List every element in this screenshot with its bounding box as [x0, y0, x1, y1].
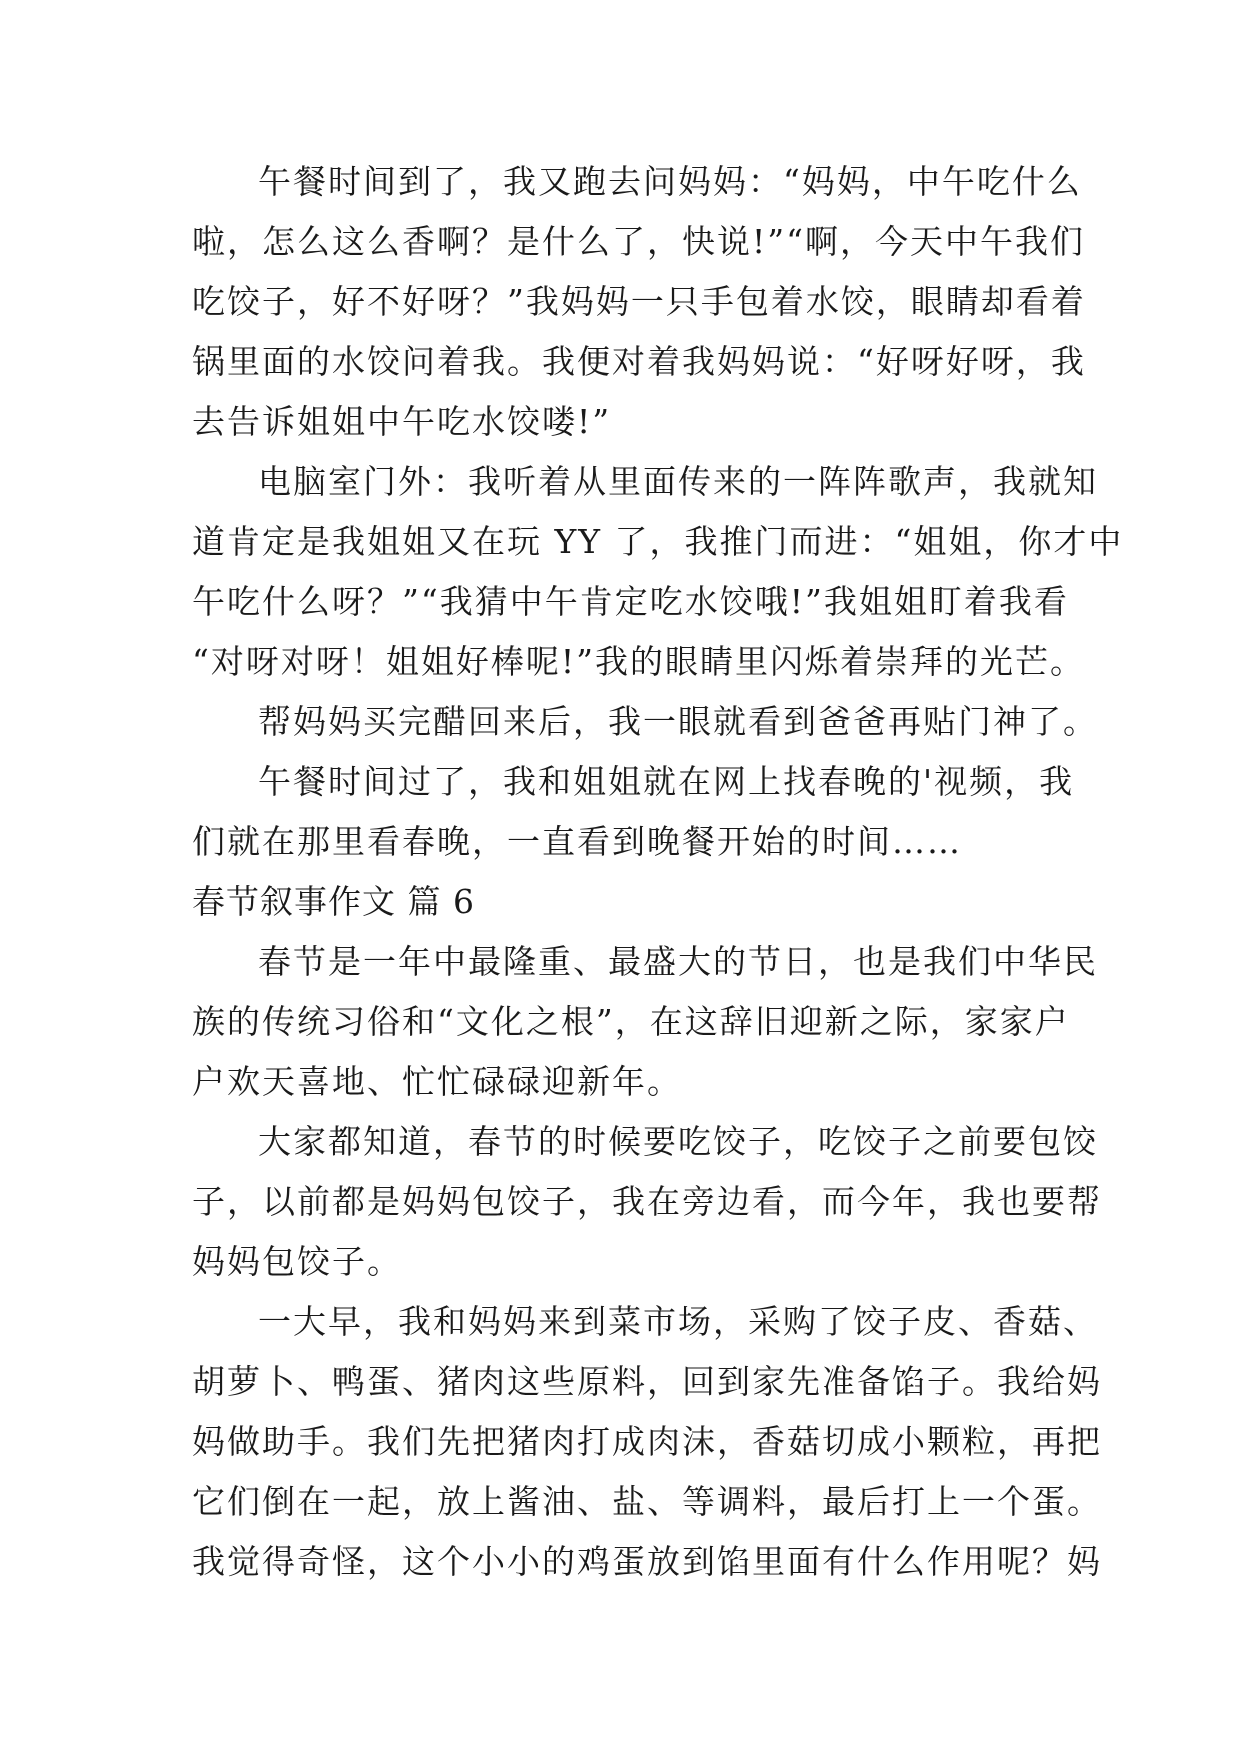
document-page — [192, 152, 1124, 1592]
text-line: 子，以前都是妈妈包饺子，我在旁边看，而今年，我也要帮 — [192, 1182, 1102, 1221]
text-line: 胡萝卜、鸭蛋、猪肉这些原料，回到家先准备馅子。我给妈 — [192, 1362, 1102, 1401]
section-heading: 春节叙事作文 篇 6 — [192, 882, 475, 921]
text-line: 春节是一年中最隆重、最盛大的节日，也是我们中华民 — [258, 942, 1098, 981]
text-line: 妈妈包饺子。 — [192, 1242, 402, 1281]
text-line: 帮妈妈买完醋回来后，我一眼就看到爸爸再贴门神了。 — [258, 702, 1098, 741]
paragraph — [192, 932, 1098, 1112]
text-line: 午餐时间过了，我和姐姐就在网上找春晚的'视频，我 — [258, 762, 1075, 801]
text-line: 户欢天喜地、忙忙碌碌迎新年。 — [192, 1062, 682, 1101]
text-line: 去告诉姐姐中午吃水饺喽!” — [192, 402, 612, 441]
paragraph — [192, 1112, 1102, 1292]
text-line: 午吃什么呀？”“我猜中午肯定吃水饺哦!”我姐姐盯着我看 — [192, 582, 1069, 621]
text-line: “对呀对呀！姐姐好棒呢!”我的眼睛里闪烁着崇拜的光芒。 — [192, 642, 1086, 681]
paragraph — [192, 452, 1124, 692]
text-line: 吃饺子，好不好呀？”我妈妈一只手包着水饺，眼睛却看着 — [192, 282, 1086, 321]
text-line: 它们倒在一起，放上酱油、盐、等调料，最后打上一个蛋。 — [192, 1482, 1102, 1521]
paragraph — [192, 692, 1098, 752]
paragraph — [192, 752, 1075, 872]
text-line: 妈做助手。我们先把猪肉打成肉沫，香菇切成小颗粒，再把 — [192, 1422, 1102, 1461]
text-line: 午餐时间到了，我又跑去问妈妈：“妈妈，中午吃什么 — [258, 162, 1082, 201]
text-line: 大家都知道，春节的时候要吃饺子，吃饺子之前要包饺 — [258, 1122, 1098, 1161]
text-line: 我觉得奇怪，这个小小的鸡蛋放到馅里面有什么作用呢？妈 — [192, 1542, 1102, 1581]
text-line: 一大早，我和妈妈来到菜市场，采购了饺子皮、香菇、 — [258, 1302, 1098, 1341]
text-line: 锅里面的水饺问着我。我便对着我妈妈说：“好呀好呀，我 — [192, 342, 1086, 381]
paragraph — [192, 1292, 1102, 1592]
text-line: 电脑室门外：我听着从里面传来的一阵阵歌声，我就知 — [258, 462, 1098, 501]
text-line: 道肯定是我姐姐又在玩 YY 了，我推门而进：“姐姐，你才中 — [192, 522, 1124, 561]
text-line: 族的传统习俗和“文化之根”，在这辞旧迎新之际，家家户 — [192, 1002, 1070, 1041]
paragraph — [192, 152, 1086, 452]
text-line: 啦，怎么这么香啊？是什么了，快说!”“啊，今天中午我们 — [192, 222, 1086, 261]
text-line: 们就在那里看春晚，一直看到晚餐开始的时间…… — [192, 822, 962, 861]
